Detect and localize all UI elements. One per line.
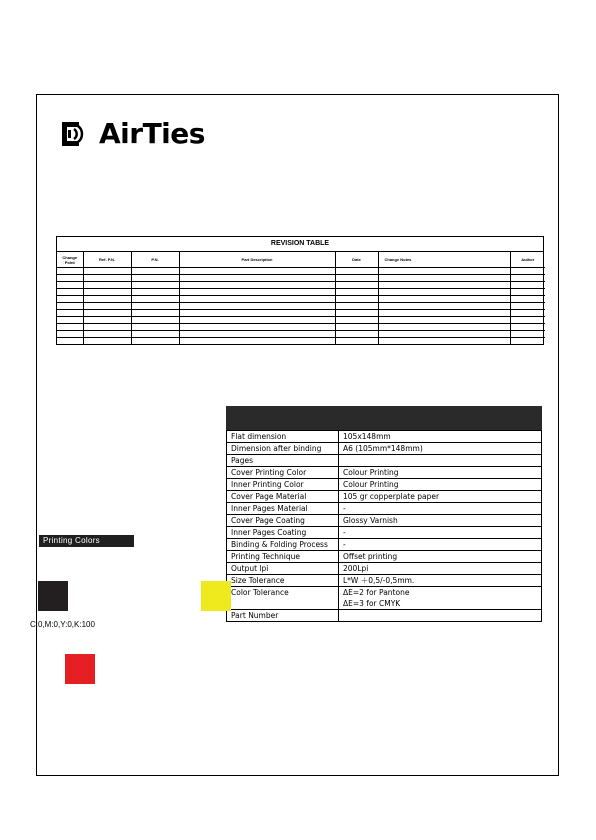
table-cell: [131, 303, 179, 310]
spec-label: Cover Page Coating: [227, 515, 339, 527]
spec-value-line: ΔE=2 for Pantone: [343, 588, 410, 597]
spec-value: Glossy Varnish: [339, 515, 542, 527]
spec-row: [227, 443, 542, 455]
spec-row: [227, 479, 542, 491]
table-cell: [131, 338, 179, 345]
table-cell: [83, 268, 131, 275]
table-cell: [131, 275, 179, 282]
spec-value: [339, 610, 542, 622]
logo-text: AirTies: [99, 117, 205, 150]
table-cell: [378, 303, 510, 310]
table-row: [57, 275, 545, 282]
spec-value: 105 gr copperplate paper: [339, 491, 542, 503]
spec-row: [227, 527, 542, 539]
table-cell: [131, 289, 179, 296]
table-cell: [378, 331, 510, 338]
spec-label: Binding & Folding Process: [227, 539, 339, 551]
table-cell: [510, 331, 545, 338]
spec-value: A6 (105mm*148mm): [339, 443, 542, 455]
spec-row: [227, 467, 542, 479]
spec-label: Inner Pages Material: [227, 503, 339, 515]
table-cell: [335, 331, 378, 338]
spec-row: [227, 563, 542, 575]
table-cell: [179, 338, 335, 345]
spec-row: [227, 587, 542, 610]
table-cell: [131, 268, 179, 275]
revision-table: [56, 236, 544, 345]
table-row: [57, 282, 545, 289]
table-cell: [378, 338, 510, 345]
table-cell: [510, 303, 545, 310]
table-cell: [335, 268, 378, 275]
spec-value: Colour Printing: [339, 467, 542, 479]
table-cell: [179, 310, 335, 317]
swatch-yellow: [201, 581, 231, 611]
table-cell: [510, 282, 545, 289]
table-cell: [57, 310, 83, 317]
table-cell: [510, 296, 545, 303]
swatch-black-caption: C:0,M:0,Y:0,K:100: [30, 620, 95, 629]
spec-label: Cover Page Material: [227, 491, 339, 503]
col-author: Author: [510, 252, 545, 268]
table-row: [57, 338, 545, 345]
revision-table-title: REVISION TABLE: [57, 237, 543, 252]
spec-table-header: [226, 406, 542, 430]
spec-value: -: [339, 503, 542, 515]
table-cell: [83, 275, 131, 282]
table-cell: [83, 317, 131, 324]
table-cell: [131, 317, 179, 324]
spec-value: [339, 587, 542, 610]
table-row: [57, 317, 545, 324]
spec-label: Output lpi: [227, 563, 339, 575]
table-cell: [179, 282, 335, 289]
spec-row: [227, 551, 542, 563]
col-date: Date: [335, 252, 378, 268]
table-cell: [510, 268, 545, 275]
table-cell: [510, 289, 545, 296]
table-row: [57, 268, 545, 275]
spec-label: Inner Printing Color: [227, 479, 339, 491]
table-cell: [83, 282, 131, 289]
spec-label: Flat dimension: [227, 431, 339, 443]
table-row: [57, 296, 545, 303]
table-cell: [57, 289, 83, 296]
spec-row: [227, 539, 542, 551]
table-cell: [335, 282, 378, 289]
table-cell: [83, 338, 131, 345]
table-cell: [57, 303, 83, 310]
spec-value: -: [339, 539, 542, 551]
table-cell: [510, 324, 545, 331]
table-cell: [378, 324, 510, 331]
table-cell: [131, 282, 179, 289]
spec-value-line: ΔE=3 for CMYK: [343, 599, 401, 608]
table-cell: [179, 289, 335, 296]
spec-row: [227, 491, 542, 503]
table-cell: [510, 317, 545, 324]
spec-label: Inner Pages Coating: [227, 527, 339, 539]
spec-row: [227, 455, 542, 467]
spec-row: [227, 610, 542, 622]
table-cell: [57, 275, 83, 282]
table-cell: [335, 275, 378, 282]
table-cell: [510, 275, 545, 282]
spec-row: [227, 575, 542, 587]
spec-table: [226, 406, 542, 622]
spec-value: [339, 455, 542, 467]
col-pn: P.N.: [131, 252, 179, 268]
table-cell: [335, 317, 378, 324]
table-cell: [57, 282, 83, 289]
spec-value: Offset printing: [339, 551, 542, 563]
spec-row: [227, 515, 542, 527]
table-row: [57, 331, 545, 338]
table-cell: [57, 317, 83, 324]
table-cell: [378, 282, 510, 289]
spec-label: Cover Printing Color: [227, 467, 339, 479]
table-cell: [179, 296, 335, 303]
table-cell: [131, 331, 179, 338]
table-cell: [83, 324, 131, 331]
table-cell: [131, 324, 179, 331]
table-row: [57, 303, 545, 310]
spec-value: -: [339, 527, 542, 539]
table-cell: [131, 296, 179, 303]
col-part-description: Part Description: [179, 252, 335, 268]
airties-logo: [59, 118, 205, 150]
table-row: [57, 310, 545, 317]
table-cell: [378, 317, 510, 324]
table-cell: [179, 275, 335, 282]
table-cell: [83, 303, 131, 310]
table-cell: [57, 324, 83, 331]
table-cell: [83, 296, 131, 303]
spec-label: Dimension after binding: [227, 443, 339, 455]
col-change-point: Change Point: [62, 254, 78, 265]
table-cell: [378, 289, 510, 296]
table-cell: [510, 310, 545, 317]
table-cell: [57, 338, 83, 345]
table-cell: [335, 338, 378, 345]
swatch-red: [65, 654, 95, 684]
table-cell: [179, 324, 335, 331]
table-cell: [335, 303, 378, 310]
spec-label: Printing Technique: [227, 551, 339, 563]
table-row: [57, 324, 545, 331]
spec-label: Part Number: [227, 610, 339, 622]
spec-row: [227, 431, 542, 443]
table-cell: [179, 303, 335, 310]
printing-colors-label: Printing Colors: [39, 535, 134, 547]
col-change-notes: Change Notes: [378, 252, 510, 268]
table-cell: [83, 310, 131, 317]
table-cell: [57, 331, 83, 338]
table-cell: [179, 317, 335, 324]
table-cell: [510, 338, 545, 345]
table-row: [57, 289, 545, 296]
spec-value: Colour Printing: [339, 479, 542, 491]
spec-row: [227, 503, 542, 515]
table-cell: [83, 289, 131, 296]
table-cell: [378, 296, 510, 303]
spec-label: Color Tolerance: [227, 587, 339, 610]
spec-label: Pages: [227, 455, 339, 467]
spec-value: 200Lpi: [339, 563, 542, 575]
spec-label: Size Tolerance: [227, 575, 339, 587]
table-cell: [83, 331, 131, 338]
table-cell: [378, 310, 510, 317]
table-cell: [378, 275, 510, 282]
table-cell: [335, 289, 378, 296]
col-ref-pn: Ref. P.N.: [83, 252, 131, 268]
table-cell: [335, 324, 378, 331]
swatch-black: [38, 581, 68, 611]
spec-value: L*W ＋0,5/-0,5mm.: [339, 575, 542, 587]
table-cell: [335, 310, 378, 317]
table-cell: [57, 296, 83, 303]
table-cell: [179, 331, 335, 338]
spec-value: 105x148mm: [339, 431, 542, 443]
table-cell: [131, 310, 179, 317]
airties-logo-icon: [59, 119, 91, 149]
table-cell: [335, 296, 378, 303]
table-cell: [179, 268, 335, 275]
table-cell: [57, 268, 83, 275]
table-cell: [378, 268, 510, 275]
